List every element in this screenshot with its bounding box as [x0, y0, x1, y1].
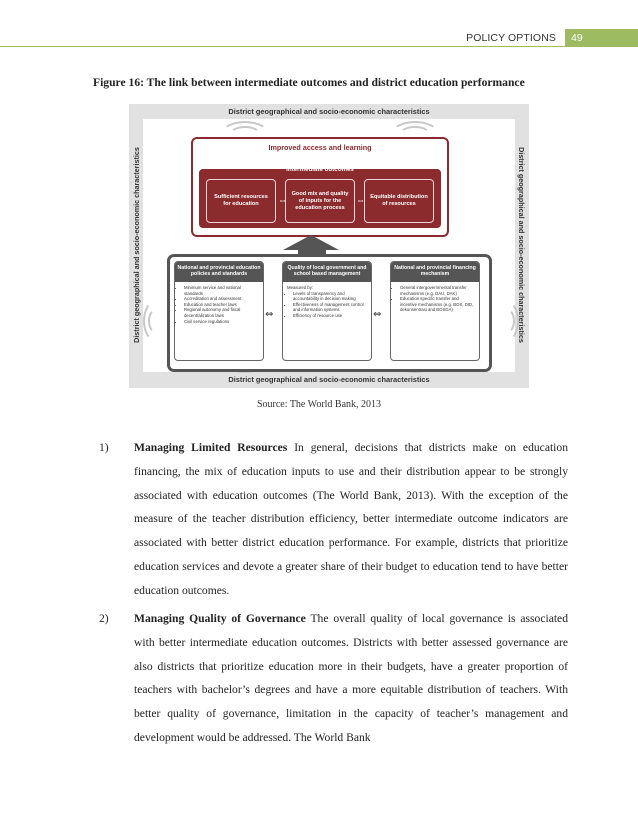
intermediate-outcomes-title: Intermediate outcomes [286, 166, 354, 173]
policies-heading: National and provincial education policies and standards [175, 262, 263, 282]
item-text: The overall quality of local governance is associated with better intermediate education outcomes. Districts with better assessed governance are also districts that prioritize education more in their budgets, have a greater proportion of teachers with bachelor’s degrees and have a more equitable distribution of teachers. With better quality of governance, limitation in the capacity of teacher’s management and development would be addressed. The World Bank [134, 612, 568, 744]
item-number: 2) [99, 612, 109, 625]
double-arrow-icon: ⇔ [373, 309, 382, 320]
item-lead: Managing Quality of Governance [134, 612, 306, 625]
figure-inner-panel [143, 119, 515, 372]
section-title: POLICY OPTIONS [466, 32, 556, 44]
list-item: • General intergovernmental transfer mechanisms (e.g. DAU, DAK) [400, 285, 476, 296]
outcomes-frame [191, 137, 449, 237]
band-top-label: District geographical and socio-economic characteristics [228, 107, 430, 116]
list-item: • Education and teacher laws [184, 302, 260, 308]
item-lead: Managing Limited Resources [134, 441, 288, 454]
list-item: • Efficiency of resource use [293, 313, 367, 319]
list-item: • Levels of transparency and accountability in decision making [293, 291, 367, 302]
list-item: • Accreditation and assessment [184, 296, 260, 302]
governance-heading: Quality of local government and school based management [283, 262, 371, 282]
figure-diagram [129, 104, 529, 388]
outcome-equitable-distribution: Equitable distribution of resources [364, 179, 434, 223]
wave-right-icon [497, 294, 519, 344]
figure-caption: Figure 16: The link between intermediate outcomes and district education performance [93, 76, 525, 89]
double-arrow-icon: ⇔ [278, 195, 287, 205]
outcome-good-mix-inputs: Good mix and quality of inputs for the education process [285, 179, 355, 223]
item-text: In general, decisions that districts make on education financing, the mix of education inputs to use and their distribution appear to be strongly associated with education outcomes (The World Bank, 2013). With the exception of the measure of the teacher distribution efficiency, better intermediate outcome indicators are associated with better district education performance. For example, districts that prioritize education services and devote a greater share of their budget to education tend to have better education outcomes. [134, 441, 568, 597]
list-item: • Regional autonomy and fiscal decentralization laws [184, 307, 260, 318]
list-item: • Minimum service and national standards [184, 285, 260, 296]
intermediate-outcomes-box [199, 166, 441, 228]
list-item: • Effectiveness of management control and information systems [293, 302, 367, 313]
policies-list [175, 282, 263, 324]
outcome-sufficient-resources: Sufficient resources for education [206, 179, 276, 223]
governance-list [287, 291, 367, 319]
wave-left-icon [139, 294, 161, 344]
page-number: 49 [571, 32, 583, 44]
band-left-label: District geographical and socio-economic characteristics [132, 147, 141, 343]
band-bottom-label: District geographical and socio-economic characteristics [228, 375, 430, 384]
governance-body [283, 282, 371, 319]
list-item: • Education specific transfer and incentive mechanisms (e.g. BOS, DID, dekonsentrasi and BOSDA) [400, 296, 476, 313]
figure-source: Source: The World Bank, 2013 [256, 399, 382, 410]
header-rule [0, 46, 565, 47]
item-number: 1) [99, 441, 109, 454]
wave-top-right-icon [383, 117, 443, 137]
financing-column [390, 261, 480, 361]
list-item: • Civil service regulations [184, 319, 260, 325]
measured-by-label: Measured by: [287, 285, 314, 290]
item-body [134, 607, 568, 750]
governance-column [282, 261, 372, 361]
policies-column [174, 261, 264, 361]
band-right-label: District geographical and socio-economic characteristics [517, 147, 526, 343]
double-arrow-icon: ⇔ [356, 195, 365, 205]
double-arrow-icon: ⇔ [265, 309, 274, 320]
drivers-frame [167, 254, 492, 372]
financing-list [391, 282, 479, 313]
item-body [134, 436, 568, 603]
page-number-box [565, 29, 638, 47]
up-arrow-icon [283, 235, 339, 250]
improved-access-title: Improved access and learning [268, 143, 372, 152]
financing-heading: National and provincial financing mechanism [391, 262, 479, 282]
page-header [0, 29, 638, 49]
wave-top-left-icon [213, 117, 273, 137]
